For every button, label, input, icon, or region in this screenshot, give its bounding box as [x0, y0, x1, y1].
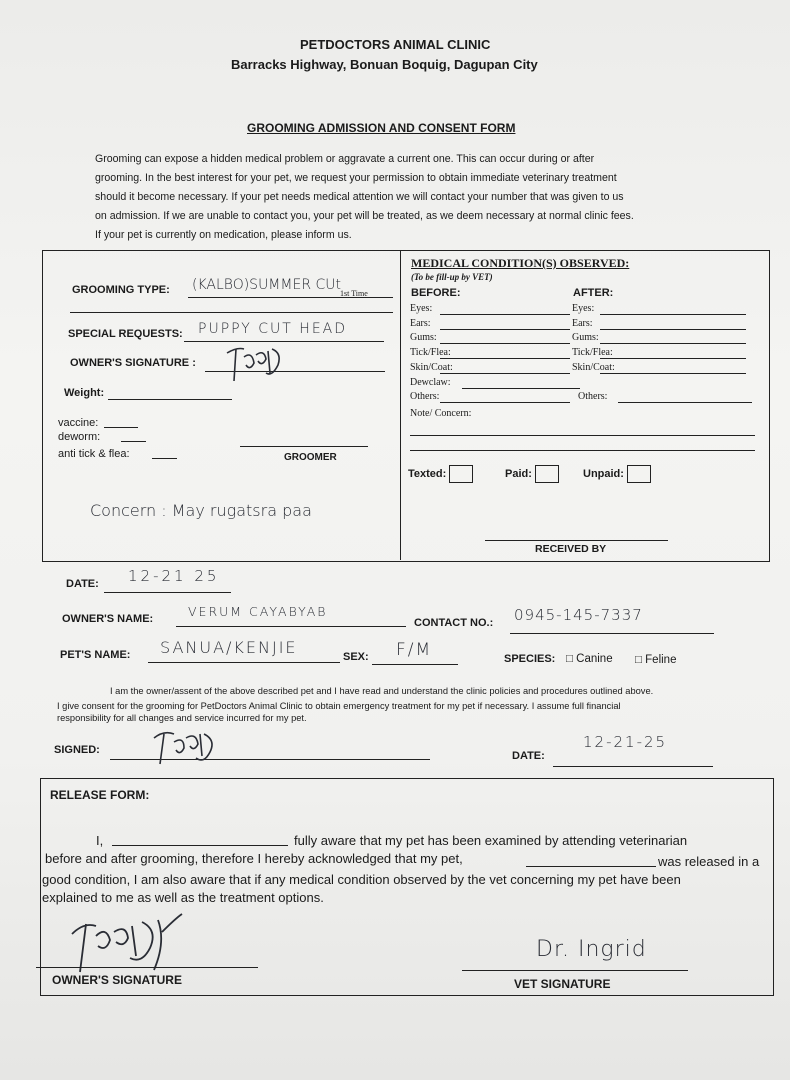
- intro-line: grooming. In the best interest for your pet, we request your permission to obtain immediate veterinary treatment: [95, 172, 617, 184]
- special-requests-value: PUPPY CUT HEAD: [198, 321, 348, 337]
- after-item-label: Eyes:: [572, 303, 595, 314]
- before-item-line: [440, 329, 570, 330]
- release-line-2a: before and after grooming, therefore I hereby acknowledged that my pet,: [45, 851, 463, 866]
- canine-option[interactable]: [566, 653, 613, 665]
- owner-signature-caption: OWNER'S SIGNATURE: [52, 973, 182, 987]
- species-label: SPECIES:: [504, 653, 556, 665]
- signed-date-label: DATE:: [512, 750, 545, 762]
- medical-subtitle: (To be fill-up by VET): [411, 272, 493, 282]
- contact-label: CONTACT NO.:: [414, 617, 494, 629]
- unpaid-checkbox[interactable]: [583, 465, 651, 483]
- owner-signature-label: OWNER'S SIGNATURE :: [70, 357, 196, 369]
- consent-line-1: I am the owner/assent of the above described pet and I have read and understand the clinic policies and procedures outlined above.: [110, 686, 654, 696]
- after-item-line: [600, 314, 746, 315]
- before-item-label: Eyes:: [410, 303, 433, 314]
- after-item-line: [600, 343, 746, 344]
- before-item-label: Tick/Flea:: [410, 347, 451, 358]
- vet-signature-caption: VET SIGNATURE: [514, 977, 611, 991]
- after-item-label: Gums:: [572, 332, 599, 343]
- first-time-label: 1st Time: [340, 289, 368, 298]
- after-item-line: [618, 402, 752, 403]
- received-by-label: RECEIVED BY: [535, 543, 607, 555]
- intro-line: Grooming can expose a hidden medical problem or aggravate a current one. This can occur during or after: [95, 153, 595, 165]
- signed-signature-image: [150, 728, 230, 768]
- before-heading: BEFORE:: [411, 287, 461, 299]
- grooming-type-label: GROOMING TYPE:: [72, 284, 170, 296]
- feline-checkbox[interactable]: □: [635, 654, 642, 666]
- intro-line: on admission. If we are unable to contact you, your pet will be treated, as we deem necessary at normal clinic fees.: [95, 210, 634, 222]
- contact-line: [510, 633, 714, 634]
- consent-line-2: I give consent for the grooming for PetDoctors Animal Clinic to obtain emergency treatment for my pet if necessary. I assume full financial: [57, 701, 621, 711]
- before-item-label: Dewclaw:: [410, 377, 451, 388]
- intro-line: If your pet is currently on medication, please inform us.: [95, 229, 352, 241]
- pet-name-value: SANUA/KENJIE: [160, 638, 298, 657]
- before-item-line: [440, 314, 570, 315]
- vaccine-label: vaccine:: [58, 417, 99, 429]
- texted-label: Texted:: [408, 467, 447, 480]
- groomer-label: GROOMER: [284, 452, 337, 463]
- signed-label: SIGNED:: [54, 744, 100, 756]
- antitick-line: [152, 458, 177, 459]
- date-label: DATE:: [66, 578, 99, 590]
- paid-box[interactable]: [535, 465, 559, 483]
- intro-line: should it become necessary. If your pet needs medical attention we will contact your number that was given to us: [95, 191, 624, 203]
- date-line: [104, 592, 231, 593]
- box-divider: [400, 250, 401, 560]
- release-pet-line: [526, 866, 656, 867]
- clinic-address: Barracks Highway, Bonuan Boquig, Dagupan City: [231, 57, 538, 72]
- note-line-2: [410, 450, 755, 451]
- texted-box[interactable]: [449, 465, 473, 483]
- after-item-line: [600, 329, 746, 330]
- after-heading: AFTER:: [573, 287, 614, 299]
- release-owner-signature-image: [62, 912, 192, 980]
- feline-option[interactable]: [635, 654, 676, 666]
- before-item-label: Others:: [410, 391, 440, 402]
- sex-line: [372, 664, 458, 665]
- owner-name-label: OWNER'S NAME:: [62, 613, 154, 625]
- weight-label: Weight:: [64, 387, 105, 399]
- special-requests-line: [184, 341, 384, 342]
- unpaid-label: Unpaid:: [583, 467, 624, 480]
- after-item-line: [600, 358, 746, 359]
- sex-value: F/M: [396, 640, 433, 660]
- special-requests-label: SPECIAL REQUESTS:: [68, 328, 183, 340]
- paid-label: Paid:: [505, 467, 532, 480]
- vaccine-line: [104, 427, 138, 428]
- contact-value: 0945-145-7337: [514, 606, 643, 624]
- after-item-label: Tick/Flea:: [572, 347, 613, 358]
- before-item-line: [440, 402, 570, 403]
- paid-checkbox[interactable]: [505, 465, 559, 483]
- after-item-label: Others:: [578, 391, 608, 402]
- canine-label: Canine: [576, 653, 613, 665]
- clinic-name: PETDOCTORS ANIMAL CLINIC: [300, 37, 491, 52]
- release-line-4: explained to me as well as the treatment options.: [42, 890, 324, 905]
- before-item-line: [440, 358, 570, 359]
- signed-date-line: [553, 766, 713, 767]
- before-item-line: [462, 388, 580, 389]
- unpaid-box[interactable]: [627, 465, 651, 483]
- note-line-1: [410, 435, 755, 436]
- before-item-line: [440, 373, 570, 374]
- form-title: GROOMING ADMISSION AND CONSENT FORM: [247, 121, 516, 135]
- release-title: RELEASE FORM:: [50, 788, 150, 802]
- owner-name-value: VERUM CAYABYAB: [188, 604, 328, 619]
- deworm-label: deworm:: [58, 431, 101, 443]
- deworm-line: [121, 441, 146, 442]
- after-item-label: Skin/Coat:: [572, 362, 615, 373]
- release-owner-sig-line: [36, 967, 258, 968]
- release-line-1: fully aware that my pet has been examined by attending veterinarian: [294, 833, 688, 848]
- medical-title: MEDICAL CONDITION(S) OBSERVED:: [411, 256, 630, 270]
- antitick-label: anti tick & flea:: [58, 448, 130, 460]
- date-value: 12-21 25: [128, 567, 220, 585]
- weight-line: [108, 399, 232, 400]
- consent-line-3: responsibility for all changes and service incurred for my pet.: [57, 713, 307, 723]
- release-line-2b: was released in a: [658, 854, 760, 869]
- canine-checkbox[interactable]: □: [566, 653, 573, 665]
- owner-name-line: [176, 626, 406, 627]
- vet-name-handwritten: Dr. Ingrid: [536, 937, 647, 962]
- after-item-line: [600, 373, 746, 374]
- before-item-label: Ears:: [410, 318, 431, 329]
- concern-note: Concern : May rugatsra paa: [90, 501, 312, 520]
- received-by-line: [485, 540, 668, 541]
- before-item-line: [440, 343, 570, 344]
- vet-sig-line: [462, 970, 688, 971]
- release-i: I,: [96, 833, 104, 848]
- after-item-label: Ears:: [572, 318, 593, 329]
- grooming-extra-line: [70, 312, 393, 313]
- release-name-line: [112, 845, 288, 846]
- before-item-label: Gums:: [410, 332, 437, 343]
- owner-signature-image: [222, 343, 292, 385]
- feline-label: Feline: [645, 654, 677, 666]
- grooming-type-value: (KALBO)SUMMER CUt: [192, 277, 342, 293]
- before-item-label: Skin/Coat:: [410, 362, 453, 373]
- pet-name-line: [148, 662, 340, 663]
- texted-checkbox[interactable]: [408, 465, 473, 483]
- pet-name-label: PET'S NAME:: [60, 649, 131, 661]
- sex-label: SEX:: [343, 651, 369, 663]
- groomer-line: [240, 446, 368, 447]
- note-concern-label: Note/ Concern:: [410, 408, 472, 419]
- signed-date-value: 12-21-25: [583, 733, 668, 751]
- release-line-3: good condition, I am also aware that if any medical condition observed by the vet concerning my pet have been: [42, 872, 681, 887]
- intro-paragraph: [95, 150, 715, 245]
